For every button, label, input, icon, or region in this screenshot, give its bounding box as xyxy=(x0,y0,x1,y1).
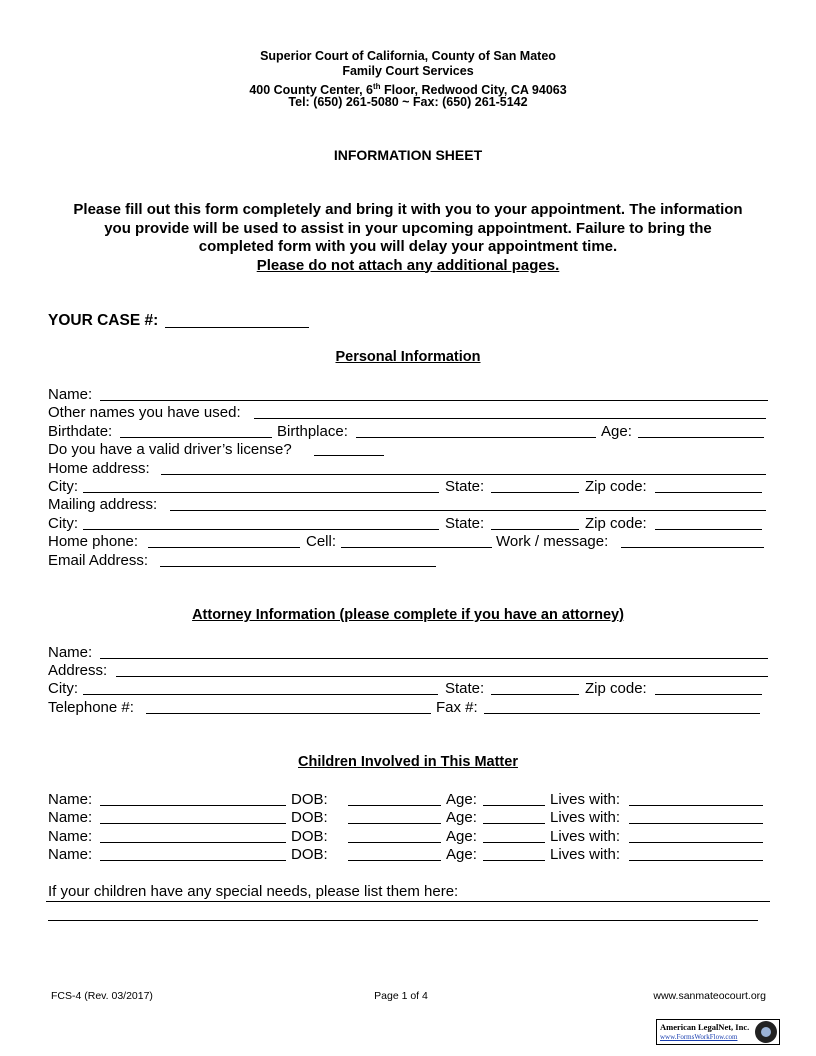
attorney-phone-label: Telephone #: xyxy=(48,699,134,716)
attorney-fax-field[interactable] xyxy=(484,713,760,714)
city-label: City: xyxy=(48,478,78,495)
attorney-info-heading: Attorney Information (please complete if you have an attorney) xyxy=(192,607,624,623)
city-field[interactable] xyxy=(83,492,439,493)
home-address-field[interactable] xyxy=(161,474,766,475)
attorney-state-field[interactable] xyxy=(491,694,579,695)
child-row xyxy=(48,808,768,827)
child-name-field[interactable] xyxy=(100,860,286,861)
child-row xyxy=(48,827,768,846)
intro-line: you provide will be used to assist in your upcoming appointment. Failure to bring the xyxy=(104,219,712,237)
child-lives-label: Lives with: xyxy=(550,791,621,808)
form-row xyxy=(48,679,768,698)
form-row xyxy=(48,532,768,551)
child-dob-field[interactable] xyxy=(348,805,441,806)
child-dob-label: DOB: xyxy=(291,809,328,826)
address-part: 400 County Center, 6 xyxy=(249,83,373,98)
child-row xyxy=(48,790,768,809)
email-label: Email Address: xyxy=(48,552,149,569)
cell-label: Cell: xyxy=(306,533,337,550)
court-name: Superior Court of California, County of San Mateo xyxy=(260,49,556,63)
attorney-address-field[interactable] xyxy=(116,676,768,677)
form-row xyxy=(48,698,768,717)
special-needs-field-1[interactable] xyxy=(46,901,770,902)
child-lives-field[interactable] xyxy=(629,860,763,861)
child-lives-label: Lives with: xyxy=(550,809,621,826)
state-label: State: xyxy=(445,478,485,495)
child-dob-field[interactable] xyxy=(348,823,441,824)
birthplace-field[interactable] xyxy=(356,437,596,438)
special-needs-field-2[interactable] xyxy=(48,920,758,921)
form-row xyxy=(48,459,768,478)
child-dob-field[interactable] xyxy=(348,842,441,843)
child-name-field[interactable] xyxy=(100,842,286,843)
age-field[interactable] xyxy=(638,437,764,438)
attorney-name-field[interactable] xyxy=(100,658,768,659)
child-lives-field[interactable] xyxy=(629,805,763,806)
child-name-field[interactable] xyxy=(100,805,286,806)
intro-line: Please fill out this form completely and bring it with you to your appointment. The information xyxy=(73,201,743,218)
attorney-phone-field[interactable] xyxy=(146,713,431,714)
child-age-field[interactable] xyxy=(483,860,545,861)
work-label: Work / message: xyxy=(496,533,609,550)
child-dob-label: DOB: xyxy=(291,791,328,808)
case-number-label: YOUR CASE #: xyxy=(48,312,159,329)
mailing-city-field[interactable] xyxy=(83,529,439,530)
address-superscript: th xyxy=(372,82,381,91)
form-row xyxy=(48,661,768,680)
mailing-zip-label: Zip code: xyxy=(585,515,647,532)
attorney-fax-label: Fax #: xyxy=(436,699,478,716)
form-row xyxy=(48,403,768,422)
age-label: Age: xyxy=(601,423,632,440)
child-name-label: Name: xyxy=(48,809,93,826)
child-age-field[interactable] xyxy=(483,805,545,806)
home-phone-field[interactable] xyxy=(148,547,300,548)
child-age-field[interactable] xyxy=(483,823,545,824)
mailing-address-field[interactable] xyxy=(170,510,766,511)
zip-label: Zip code: xyxy=(585,478,647,495)
page-number: Page 1 of 4 xyxy=(374,990,428,1002)
attorney-zip-field[interactable] xyxy=(655,694,762,695)
child-lives-label: Lives with: xyxy=(550,846,621,863)
child-lives-field[interactable] xyxy=(629,823,763,824)
child-age-label: Age: xyxy=(446,828,477,845)
attorney-name-label: Name: xyxy=(48,644,93,661)
form-row xyxy=(48,477,768,496)
globe-icon xyxy=(755,1021,777,1043)
page-title: INFORMATION SHEET xyxy=(333,147,483,163)
other-names-field[interactable] xyxy=(254,418,766,419)
personal-info-heading: Personal Information xyxy=(335,349,481,365)
attorney-state-label: State: xyxy=(445,680,485,697)
zip-field[interactable] xyxy=(655,492,762,493)
publisher-logo xyxy=(656,1019,780,1045)
birthplace-label: Birthplace: xyxy=(277,423,348,440)
special-needs-row xyxy=(48,882,768,901)
child-name-label: Name: xyxy=(48,828,93,845)
license-label: Do you have a valid driver’s license? xyxy=(48,441,292,458)
mailing-state-label: State: xyxy=(445,515,485,532)
form-row xyxy=(48,495,768,514)
child-age-label: Age: xyxy=(446,791,477,808)
form-row xyxy=(48,385,768,404)
court-division: Family Court Services xyxy=(342,64,474,78)
home-address-label: Home address: xyxy=(48,460,150,477)
child-name-label: Name: xyxy=(48,846,93,863)
website: www.sanmateocourt.org xyxy=(653,990,766,1002)
child-row xyxy=(48,845,768,864)
intro-line-underlined: Please do not attach any additional pages. xyxy=(256,256,560,274)
child-dob-field[interactable] xyxy=(348,860,441,861)
state-field[interactable] xyxy=(491,492,579,493)
form-id: FCS-4 (Rev. 03/2017) xyxy=(51,990,153,1002)
child-lives-field[interactable] xyxy=(629,842,763,843)
child-dob-label: DOB: xyxy=(291,828,328,845)
form-row xyxy=(48,643,768,662)
child-lives-label: Lives with: xyxy=(550,828,621,845)
attorney-city-field[interactable] xyxy=(83,694,438,695)
court-contact: Tel: (650) 261-5080 ~ Fax: (650) 261-5142 xyxy=(288,95,528,109)
child-age-label: Age: xyxy=(446,846,477,863)
mailing-city-label: City: xyxy=(48,515,78,532)
intro-text xyxy=(40,201,776,275)
mailing-state-field[interactable] xyxy=(491,529,579,530)
publisher-url[interactable]: www.FormsWorkFlow.com xyxy=(660,1033,738,1041)
name-field[interactable] xyxy=(100,400,768,401)
form-row xyxy=(48,422,768,441)
child-age-field[interactable] xyxy=(483,842,545,843)
birthdate-field[interactable] xyxy=(120,437,272,438)
work-field[interactable] xyxy=(621,547,764,548)
cell-field[interactable] xyxy=(341,547,492,548)
case-number-field[interactable] xyxy=(165,327,309,328)
child-name-label: Name: xyxy=(48,791,93,808)
address-part: Floor, Redwood City, CA 94063 xyxy=(380,83,567,98)
case-number-row xyxy=(48,311,768,330)
child-name-field[interactable] xyxy=(100,823,286,824)
intro-line: completed form with you will delay your appointment time. xyxy=(198,238,618,255)
name-label: Name: xyxy=(48,386,93,403)
child-age-label: Age: xyxy=(446,809,477,826)
form-row xyxy=(48,551,768,570)
license-field[interactable] xyxy=(314,455,384,456)
special-needs-label: If your children have any special needs, please list them here: xyxy=(48,883,459,900)
home-phone-label: Home phone: xyxy=(48,533,139,550)
child-dob-label: DOB: xyxy=(291,846,328,863)
mailing-address-label: Mailing address: xyxy=(48,496,158,513)
other-names-label: Other names you have used: xyxy=(48,404,241,421)
attorney-address-label: Address: xyxy=(48,662,108,679)
attorney-zip-label: Zip code: xyxy=(585,680,647,697)
email-field[interactable] xyxy=(160,566,436,567)
mailing-zip-field[interactable] xyxy=(655,529,762,530)
form-row xyxy=(48,440,768,459)
publisher-name: American LegalNet, Inc. xyxy=(660,1022,750,1032)
form-row xyxy=(48,514,768,533)
birthdate-label: Birthdate: xyxy=(48,423,113,440)
attorney-city-label: City: xyxy=(48,680,78,697)
children-heading: Children Involved in This Matter xyxy=(298,754,518,770)
